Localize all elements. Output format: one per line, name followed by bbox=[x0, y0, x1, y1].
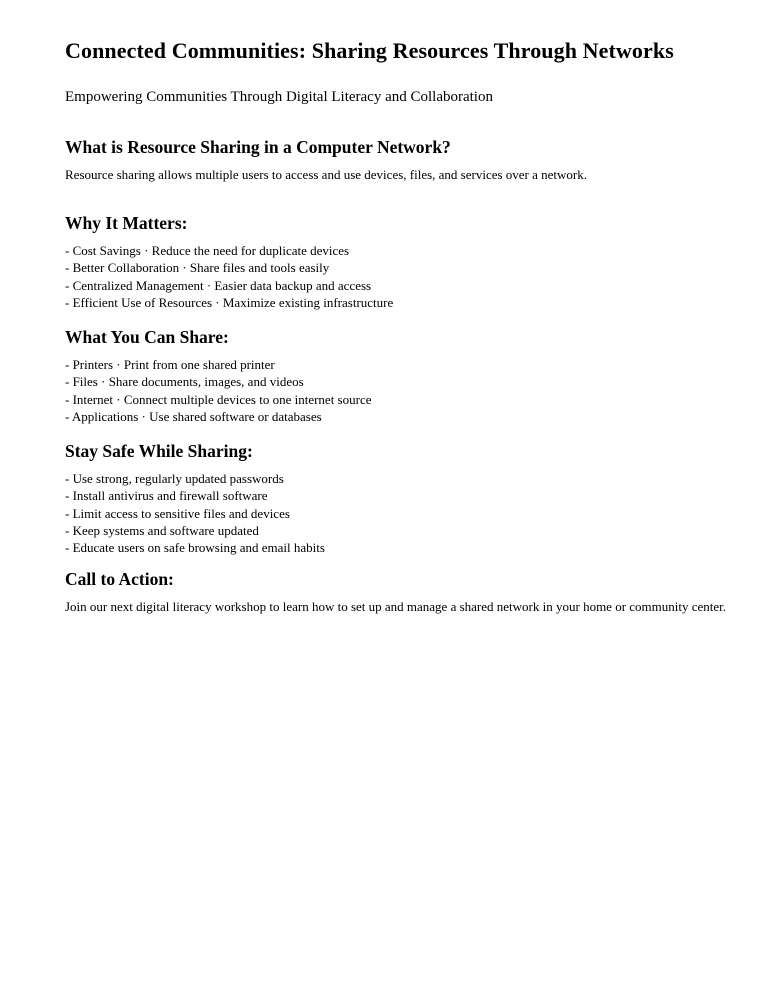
list-item: - Applications · Use shared software or databases bbox=[65, 408, 322, 424]
list-item: - Use strong, regularly updated passwords bbox=[65, 471, 284, 486]
list-item: - Better Collaboration · Share files and tools easily bbox=[65, 260, 330, 276]
document-page bbox=[65, 0, 768, 994]
section-heading-resource-sharing: What is Resource Sharing in a Computer Network? bbox=[65, 137, 451, 157]
list-item: - Files · Share documents, images, and videos bbox=[65, 374, 304, 390]
list-item: - Install antivirus and firewall software bbox=[65, 488, 268, 504]
section-heading-stay-safe: Stay Safe While Sharing: bbox=[65, 441, 253, 461]
call-to-action-text: Join our next digital literacy workshop to learn how to set up and manage a shared network in your home or community center. bbox=[65, 599, 727, 614]
list-item: - Keep systems and software updated bbox=[65, 522, 259, 538]
list-item: - Cost Savings · Reduce the need for duplicate devices bbox=[65, 243, 350, 258]
list-item: - Efficient Use of Resources · Maximize existing infrastructure bbox=[65, 294, 394, 310]
section-heading-why-it-matters: Why It Matters: bbox=[65, 213, 188, 233]
section-heading-call-to-action: Call to Action: bbox=[65, 569, 174, 589]
list-item: - Educate users on safe browsing and email habits bbox=[65, 540, 325, 556]
stay-safe-list bbox=[65, 470, 325, 556]
section-text-resource-sharing: Resource sharing allows multiple users to access and use devices, files, and services over a network. bbox=[65, 167, 588, 182]
page-title: Connected Communities: Sharing Resources Through Networks bbox=[65, 38, 674, 63]
section-heading-what-you-can-share: What You Can Share: bbox=[65, 327, 229, 347]
list-item: - Limit access to sensitive files and devices bbox=[65, 505, 290, 521]
list-item: - Printers · Print from one shared printer bbox=[65, 357, 275, 372]
what-you-can-share-list bbox=[65, 356, 371, 425]
list-item: - Centralized Management · Easier data backup and access bbox=[65, 277, 372, 293]
list-item: - Internet · Connect multiple devices to one internet source bbox=[65, 391, 372, 407]
page-subtitle: Empowering Communities Through Digital Literacy and Collaboration bbox=[65, 89, 493, 105]
why-it-matters-list bbox=[65, 242, 393, 311]
